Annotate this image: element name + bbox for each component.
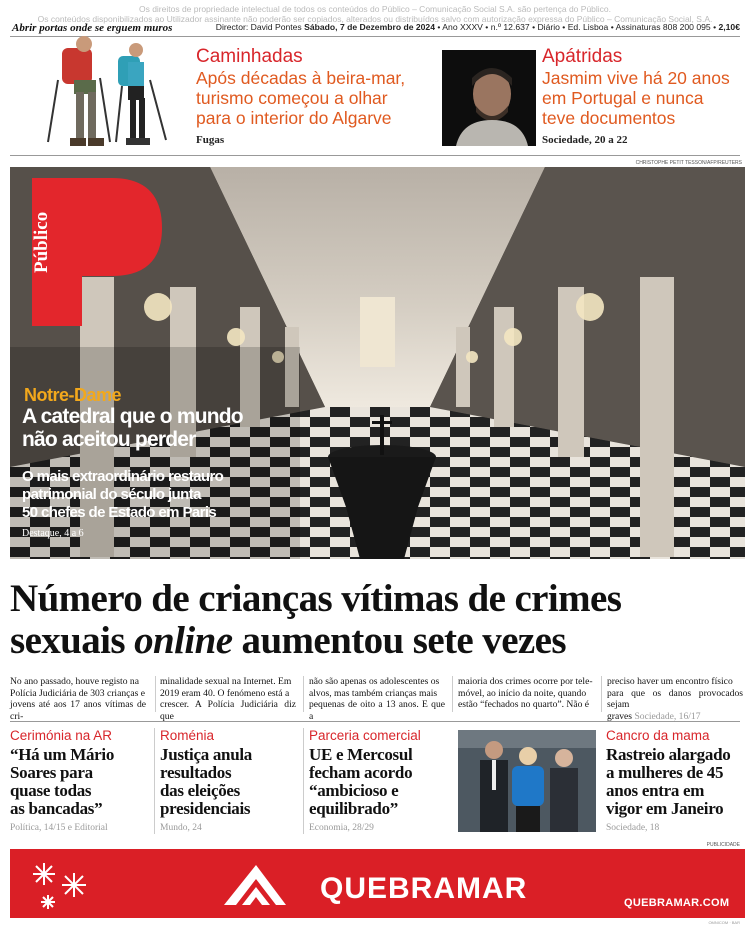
story-divider [154, 728, 155, 834]
story-mercosul[interactable] [309, 728, 449, 818]
teaser-headline-line: turismo começou a olhar [196, 88, 388, 108]
body-column-5 [607, 676, 743, 722]
portrait-image [442, 50, 536, 146]
body-line: pequenas de oito a 13 anos. E que a [309, 699, 445, 722]
story-divider [303, 728, 304, 834]
story-headline-line: quase todas [10, 781, 92, 800]
column-divider [601, 676, 602, 712]
teaser-section: Fugas [196, 134, 225, 146]
bottom-rule [10, 721, 740, 722]
masthead-details: • Ano XXXV • n.º 12.637 • Diário • Ed. Lisboa • Assinaturas 808 200 095 • [435, 22, 719, 32]
body-line: Polícia Judiciária de 303 crianças e [10, 687, 146, 699]
headline-italic: online [134, 619, 233, 662]
story-headline-line: vigor em Janeiro [606, 799, 724, 818]
teaser-headline-line: teve documentos [542, 108, 676, 128]
story-headline [606, 746, 746, 818]
body-column-2 [160, 676, 296, 722]
main-headline-line [10, 620, 745, 662]
copyright-notice-1: Os direitos de propriedade intelectual de todos os conteúdos do Público – Comunicação Social S.A. são pertença do Público. [138, 4, 612, 14]
main-headline-line: Número de crianças vítimas de crimes [10, 577, 622, 620]
masthead-info [216, 22, 740, 32]
story-headline-line: UE e Mercosul [309, 745, 413, 764]
masthead-tagline: Abrir portas onde se erguem muros [12, 22, 173, 34]
story-headline-line: Justiça anula [160, 745, 252, 764]
body-line: minalidade sexual na Internet. Em [160, 676, 292, 687]
ad-url[interactable]: QUEBRAMAR.COM [624, 897, 730, 909]
teaser-rule [10, 155, 740, 156]
story-section: Mundo, 24 [160, 823, 202, 833]
story-section: Economia, 28/29 [309, 823, 374, 833]
story-kicker: Roménia [160, 728, 215, 743]
masthead-date: Sábado, 7 de Dezembro de 2024 [304, 22, 435, 32]
teaser-headline-line: em Portugal e nunca [542, 88, 704, 108]
quebramar-logo-icon [222, 863, 288, 907]
hero-sub-line: O mais extraordinário restauro [22, 468, 224, 485]
ad-label: PUBLICIDADE [706, 842, 740, 848]
main-headline[interactable] [10, 578, 745, 662]
copyright-notice-2: Os conteúdos disponibilizados ao Utilizador assinante não poderão ser copiados, alterados ou distribuídos salvo com autorização expressa do Público – Comunicação Social, S.A. [37, 14, 713, 24]
story-headline-line: “Há um Mário [10, 745, 115, 764]
body-line: 2019 eram 40. O fenómeno está a [160, 687, 290, 699]
story-headline-line: resultados [160, 763, 232, 782]
story-ar-ceremony[interactable] [10, 728, 150, 818]
body-column-4 [458, 676, 594, 711]
story-breast-cancer[interactable] [606, 728, 746, 818]
body-line: jovens até aos 17 anos vítimas de cri- [10, 699, 146, 722]
headline-part: sexuais [10, 619, 135, 662]
story-headline-line: as bancadas” [10, 799, 103, 818]
teaser-kicker: Apátridas [542, 46, 623, 67]
body-line: maioria dos crimes ocorre por tele- [458, 676, 593, 687]
story-headline-line: Rastreio alargado [606, 745, 731, 764]
headline-part: aumentou sete vezes [232, 619, 566, 662]
leaders-photo [458, 730, 596, 832]
masthead-price: 2,10€ [718, 22, 740, 32]
column-divider [155, 676, 156, 712]
ad-brand: QUEBRAMAR [320, 872, 528, 905]
story-headline-line: a mulheres de 45 [606, 763, 724, 782]
hero-sub-line: patrimonial do século junta [22, 486, 201, 503]
body-line: não são apenas os adolescentes os [309, 676, 440, 687]
story-kicker: Cancro da mama [606, 728, 710, 743]
column-divider [303, 676, 304, 712]
hero-headline-line: não aceitou perder [22, 428, 196, 451]
story-section: Política, 14/15 e Editorial [10, 823, 108, 833]
teaser-headline-line: Após décadas à beira-mar, [196, 68, 406, 88]
story-kicker: Parceria comercial [309, 728, 421, 743]
page-reference[interactable]: Sociedade, 16/17 [634, 710, 701, 722]
logo-wordmark: Público [31, 211, 52, 273]
body-line: móvel, ao início da noite, quando [458, 687, 587, 699]
teaser-headline-line: Jasmim vive há 20 anos [542, 68, 730, 88]
story-headline-line: anos entra em [606, 781, 705, 800]
story-headline-line: equilibrado” [309, 799, 398, 818]
story-headline-line: presidenciais [160, 799, 251, 818]
story-headline [10, 746, 150, 818]
teaser-hiking[interactable] [196, 46, 436, 146]
hero-kicker: Notre-Dame [24, 385, 122, 405]
ad-credit: OMNICOM · BAR [708, 920, 740, 925]
hikers-image [40, 30, 190, 160]
teaser-stateless[interactable] [542, 46, 747, 146]
quebramar-ad[interactable] [10, 849, 745, 918]
snowflake-icon [28, 859, 88, 913]
photo-credit: CHRISTOPHE PETIT TESSON/AFP/REUTERS [635, 160, 742, 166]
story-headline [309, 746, 449, 818]
body-line: No ano passado, houve registo na [10, 676, 139, 687]
logo-letter [30, 178, 36, 189]
teaser-section: Sociedade, 20 a 22 [542, 134, 628, 146]
story-headline-line: Soares para [10, 763, 93, 782]
story-romania[interactable] [160, 728, 300, 818]
hero-section: Destaque, 4 a 6 [22, 528, 84, 539]
body-column-3 [309, 676, 445, 722]
body-line: crescer. A Polícia Judiciária diz que [160, 699, 296, 722]
publico-logo[interactable] [22, 178, 162, 328]
story-headline [160, 746, 300, 818]
body-line: estão “fechados no quarto”. Não é [458, 699, 590, 711]
story-kicker: Cerimónia na AR [10, 728, 113, 743]
hero-headline[interactable] [22, 405, 243, 451]
body-line: alvos, mas também crianças mais [309, 687, 438, 699]
story-section: Sociedade, 18 [606, 823, 660, 833]
story-headline-line: das eleições [160, 781, 240, 800]
body-line: graves [607, 710, 633, 722]
teaser-kicker: Caminhadas [196, 46, 303, 67]
hero-headline-line: A catedral que o mundo [22, 405, 243, 428]
hero-subheadline [22, 468, 223, 522]
body-line: para que os danos provocados sejam [607, 687, 743, 711]
story-headline-line: fecham acordo [309, 763, 413, 782]
masthead-director: Director: David Pontes [215, 22, 302, 32]
teaser-headline-line: para o interior do Algarve [196, 108, 392, 128]
body-line: preciso haver um encontro físico [607, 676, 733, 687]
story-headline-line: “ambicioso e [309, 781, 399, 800]
hero-sub-line: 50 chefes de Estado em Paris [22, 504, 217, 521]
column-divider [452, 676, 453, 712]
body-column-1 [10, 676, 146, 722]
